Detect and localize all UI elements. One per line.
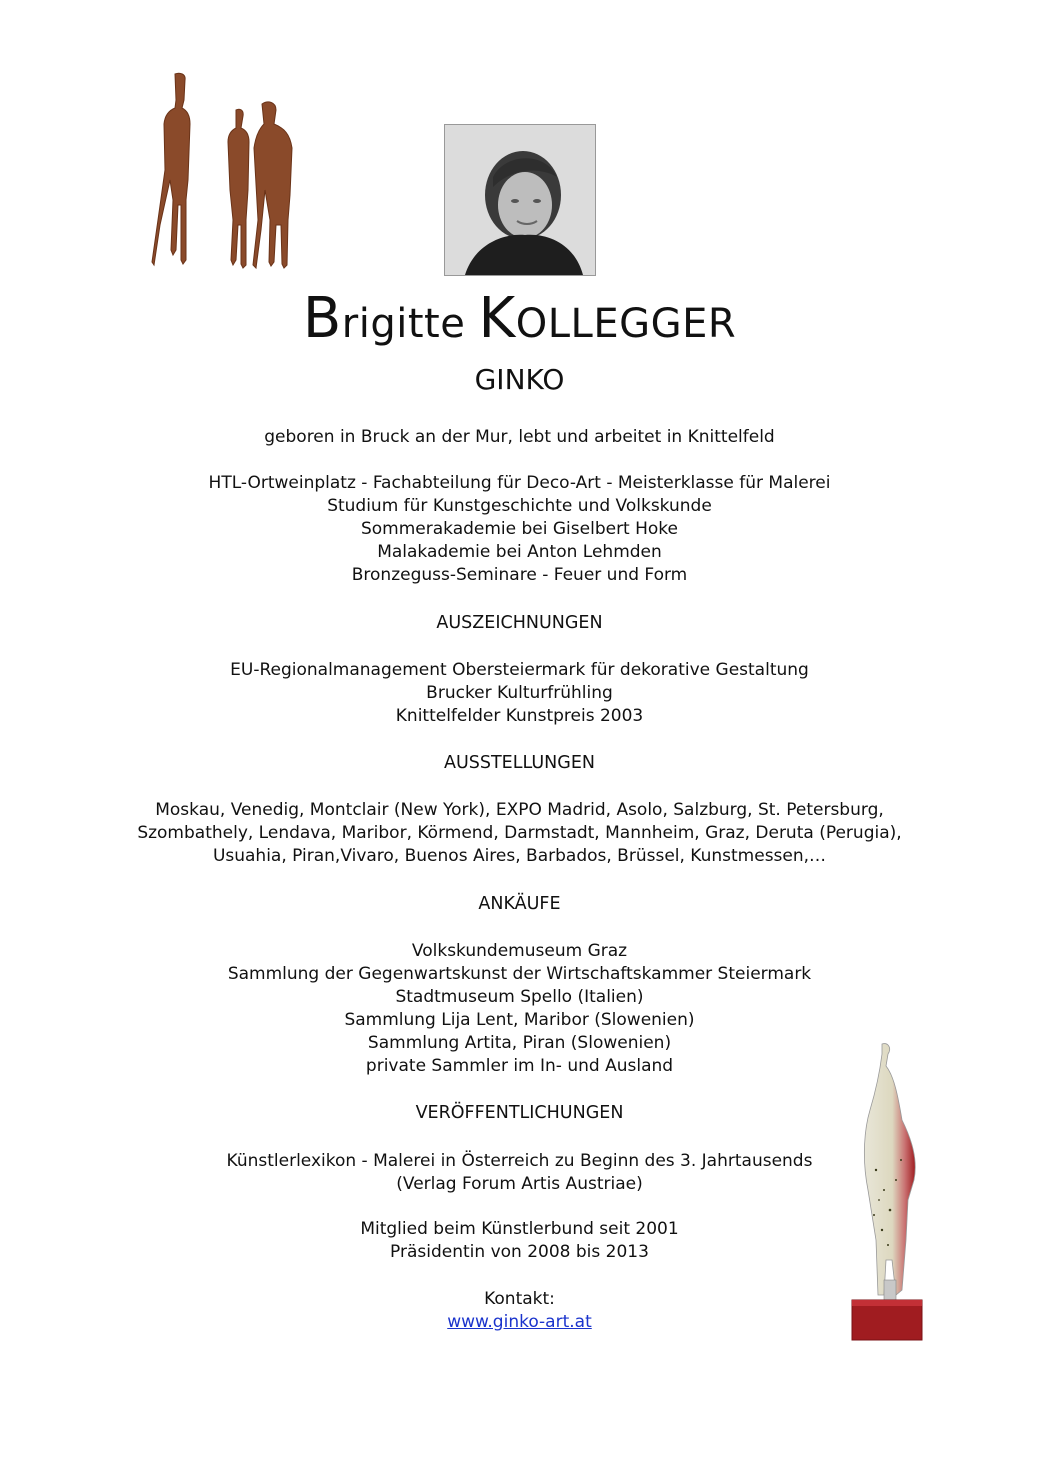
awards-heading: AUSZEICHNUNGEN	[436, 613, 603, 633]
glass-statue-image	[846, 1040, 926, 1345]
membership-line: Präsidentin von 2008 bis 2013	[390, 1242, 649, 1262]
portrait-photo	[444, 124, 596, 276]
website-link[interactable]: www.ginko-art.at	[447, 1312, 592, 1332]
purchase-item: Volkskundemuseum Graz	[411, 941, 628, 961]
portrait-illustration	[445, 125, 595, 275]
contact-label: Kontakt:	[484, 1289, 555, 1309]
publication-line: (Verlag Forum Artis Austriae)	[396, 1174, 643, 1194]
exhibitions-line: Szombathely, Lendava, Maribor, Körmend, Darmstadt, Mannheim, Graz, Deruta (Perugia),	[137, 823, 902, 843]
exhibitions-line: Usuahia, Piran,Vivaro, Buenos Aires, Barbados, Brüssel, Kunstmessen,…	[212, 846, 827, 866]
publication-line: Künstlerlexikon - Malerei in Österreich zu Beginn des 3. Jahrtausends	[226, 1151, 813, 1171]
membership-line: Mitglied beim Künstlerbund seit 2001	[360, 1219, 679, 1239]
artist-alias: GINKO	[474, 363, 565, 396]
education-item: Sommerakademie bei Giselbert Hoke	[360, 519, 679, 539]
award-item: Knittelfelder Kunstpreis 2003	[395, 706, 644, 726]
education-item: Studium für Kunstgeschichte und Volkskunde	[327, 496, 712, 516]
education-item: HTL-Ortweinplatz - Fachabteilung für Deco-Art - Meisterklasse für Malerei	[208, 473, 831, 493]
purchase-item: private Sammler im In- und Ausland	[365, 1056, 674, 1076]
purchase-item: Sammlung Artita, Piran (Slowenien)	[367, 1033, 672, 1053]
award-item: Brucker Kulturfrühling	[426, 683, 613, 703]
birth-info: geboren in Bruck an der Mur, lebt und arbeitet in Knittelfeld	[264, 427, 775, 447]
purchase-item: Stadtmuseum Spello (Italien)	[395, 987, 644, 1007]
artist-name	[0, 287, 1039, 356]
purchases-heading: ANKÄUFE	[478, 894, 561, 914]
purchase-item: Sammlung der Gegenwartskunst der Wirtschaftskammer Steiermark	[227, 964, 812, 984]
exhibitions-heading: AUSSTELLUNGEN	[444, 753, 595, 773]
publications-heading: VERÖFFENTLICHUNGEN	[415, 1103, 624, 1123]
award-item: EU-Regionalmanagement Obersteiermark für dekorative Gestaltung	[230, 660, 809, 680]
education-item: Bronzeguss-Seminare - Feuer und Form	[351, 565, 688, 585]
figures-sculpture-image	[150, 70, 300, 270]
name-last-initial: K	[478, 286, 516, 351]
education-item: Malakademie bei Anton Lehmden	[377, 542, 662, 562]
exhibitions-line: Moskau, Venedig, Montclair (New York), EXPO Madrid, Asolo, Salzburg, St. Petersburg,	[155, 800, 884, 820]
name-last-rest: OLLEGGER	[515, 301, 737, 347]
name-first-initial: B	[302, 286, 342, 351]
purchase-item: Sammlung Lija Lent, Maribor (Slowenien)	[344, 1010, 695, 1030]
name-first-rest: rigitte	[341, 301, 466, 347]
